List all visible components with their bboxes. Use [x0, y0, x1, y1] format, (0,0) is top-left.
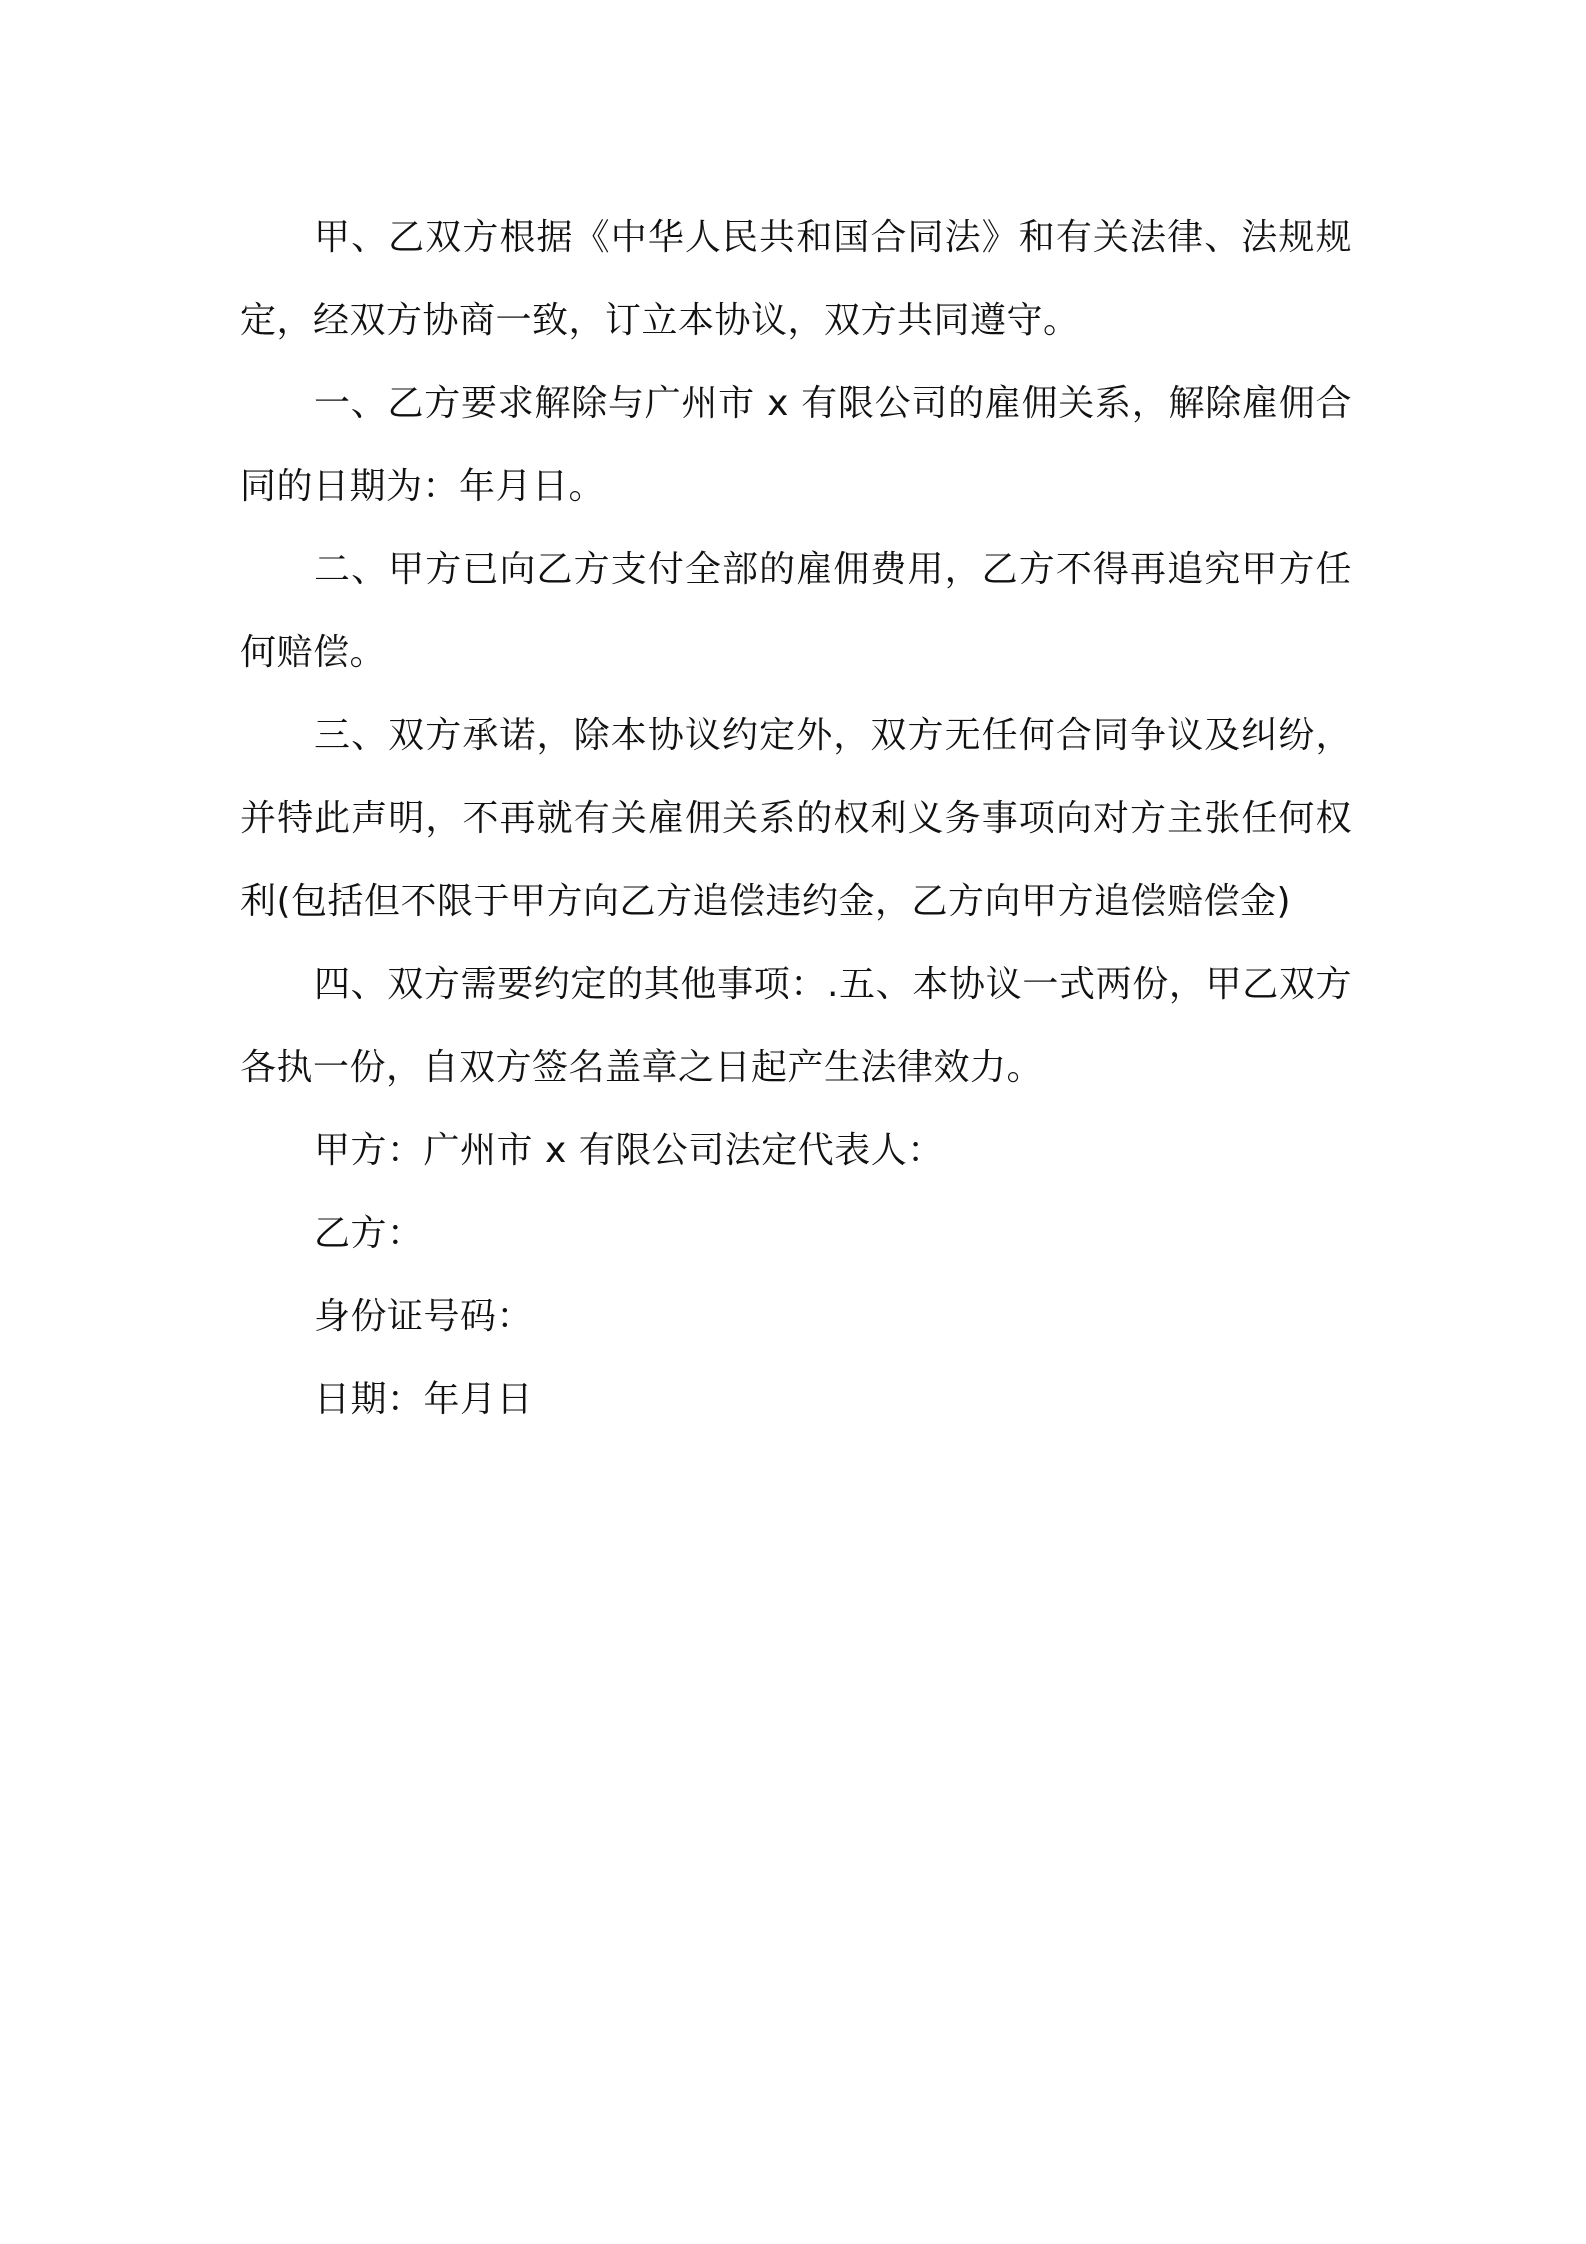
- signature-party-b: 乙方：: [314, 1213, 424, 1254]
- paragraph-clause-4-5: 四、双方需要约定的其他事项：.五、本协议一式两份，甲乙双方各执一份，自双方签名盖章之日起产生法律效力。: [240, 964, 1352, 1088]
- signature-id-number: 身份证号码：: [314, 1296, 534, 1337]
- signature-party-a: 甲方：广州市 x 有限公司法定代表人：: [314, 1130, 944, 1171]
- paragraph-preamble: 甲、乙双方根据《中华人民共和国合同法》和有关法律、法规规定，经双方协商一致，订立本协议，双方共同遵守。: [240, 217, 1352, 341]
- paragraph-clause-3: 三、双方承诺，除本协议约定外，双方无任何合同争议及纠纷，并特此声明，不再就有关雇佣关系的权利义务事项向对方主张任何权利(包括但不限于甲方向乙方追偿违约金，乙方向甲方追偿赔偿金): [240, 715, 1352, 922]
- paragraph-clause-2: 二、甲方已向乙方支付全部的雇佣费用，乙方不得再追究甲方任何赔偿。: [240, 549, 1352, 673]
- signature-date: 日期：年月日: [314, 1379, 534, 1420]
- paragraph-clause-1: 一、乙方要求解除与广州市 x 有限公司的雇佣关系，解除雇佣合同的日期为：年月日。: [240, 383, 1352, 507]
- document-page: [240, 196, 1352, 1441]
